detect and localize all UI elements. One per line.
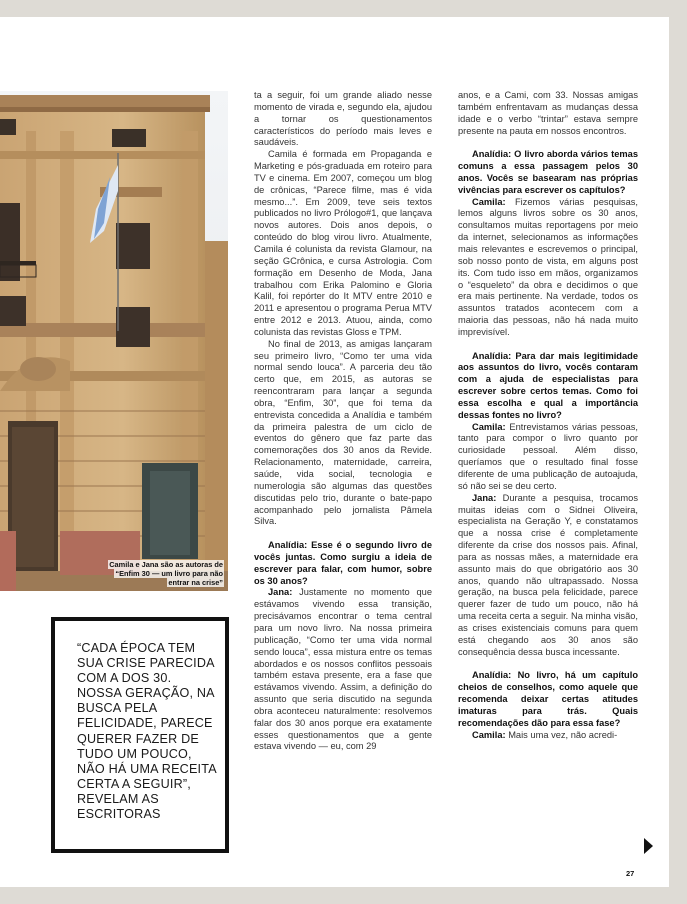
speaker-name: Jana:: [472, 492, 497, 503]
speaker-name: Jana:: [268, 587, 293, 598]
continue-arrow-icon: [644, 838, 653, 854]
interview-question: Analídia: Para dar mais legitimidade aos assuntos do livro, vocês contaram com a ajuda de especialistas para escrever sobre certos temas. Como foi essa escolha e qual a importância dessas fontes no livro?: [458, 350, 638, 420]
interview-question: Analídia: Esse é o segundo livro de vocês juntas. Como surgiu a ideia de escrever para falar, com humor, sobre os 30 anos?: [254, 540, 432, 586]
paragraph: No final de 2013, as amigas lançaram seu primeiro livro, “Como ter uma vida normal sendo louca”. A parceria deu tão certo que, em 2015, as autoras se reencontraram para lançar a segunda obra, “Enfim, 30”, que foi tema da entrevista concedida a Analídia e também da primeira palestra de um ciclo de eventos do gênero que faz parte das comemorações dos 30 anos da Revide. Relacionamento, maternidade, carreira, saúde, vida social, tecnologia e numerologia são algumas das questões discutidas pelo trio, durante o bate-papo acompanhado pelo jornalista Pâmela Silva.: [254, 338, 432, 527]
interview-answer: Camila: Entrevistamos várias pessoas, tanto para compor o livro quanto por curiosidade pessoal. Além disso, queríamos que o resultado final fosse diferente de uma publicação de autoajuda, só não sei se deu certo.: [458, 421, 638, 491]
building-photo: [0, 91, 228, 591]
speaker-name: Camila:: [472, 421, 506, 432]
interview-answer: Camila: Mais uma vez, não acredi-: [472, 729, 618, 740]
photo-caption: Camila e Jana são as autoras de “Enfim 30 — um livro para não entrar na crise”: [109, 560, 223, 587]
speaker-name: Camila:: [472, 196, 506, 207]
interview-question: Analídia: O livro aborda vários temas comuns a essa passagem pelos 30 anos. Vocês se basearam nas próprias vivências para escrever os capítulos?: [458, 149, 638, 195]
interview-answer: Jana: Durante a pesquisa, trocamos muitas ideias com o Sidnei Oliveira, especialista na Geração Y, e constatamos que a nossa crise é completamente diferente da crise dos nossos pais. Afinal, para as nossas mães, a maternidade era assunto mais do que obrigatório aos 30 anos, quando não ultrapassado. Nossa geração, na busca pela felicidade, parece querer fazer de tudo um pouco, não há uma receita certa a seguir. Na minha visão, as crises existenciais comuns para quem está chegando aos 30 anos são consequência dessa busca incessante.: [458, 492, 638, 657]
article-column-1: [254, 90, 432, 753]
interview-answer: Jana: Justamente no momento que estávamos vivendo essa transição, precisávamos encontrar o tema central para um novo livro. Na nossa primeira publicação, “Como ter uma vida normal sendo louca”, essa mistura entre os temas abordados e os nossos conflitos pessoais também estava presente, era a fase que estávamos vivendo. Assim, a definição do assunto que seria discutido na segunda obra aconteceu naturalmente: resolvemos falar dos 30 anos porque era exatamente esses questionamentos que a gente estava vivendo — eu, com 29: [254, 587, 432, 752]
pull-quote-box: [51, 617, 229, 853]
interview-answer: Camila: Fizemos várias pesquisas, lemos alguns livros sobre os 30 anos, consultamos muitas reportagens por meio da internet, selecionamos as informações mais relevantes e escrevemos o principal, sob nosso ponto de vista, em alguns post its. Com tudo isso em mãos, organizamos o “esqueleto” da obra e decidimos o que era mais pertinente. Na verdade, todos os assuntos tratados acontecem com a maioria das pessoas, não há nada muito imprevisível.: [458, 196, 638, 337]
interview-question: Analídia: No livro, há um capítulo cheios de conselhos, como aquele que recomenda deixar certas atitudes imaturas para trás. Quais recomendações dão para essa fase?: [458, 670, 638, 728]
pull-quote: “CADA ÉPOCA TEM SUA CRISE PARECIDA COM A DOS 30. NOSSA GERAÇÃO, NA BUSCA PELA FELICIDADE, PARECE QUERER FAZER DE TUDO UM POUCO, NÃO HÁ UMA RECEITA CERTA A SEGUIR”, REVELAM AS ESCRITORAS: [77, 641, 217, 822]
paragraph: anos, e a Cami, com 33. Nossas amigas também enfrentavam as mudanças dessa idade e o verbo “trintar” estava sempre presente na pauta em nossos encontros.: [458, 90, 638, 136]
paragraph: Camila é formada em Propaganda e Marketing e pós-graduada em roteiro para TV e cinema. Em 2007, começou um blog de crônicas, “Parece filme, mas é vida mesmo...”. Em 2009, teve seis textos publicados no livro Prólogo#1, que lançava novos autores. Dois anos depois, o conteúdo do blog virou livro. Atualmente, Camila é colunista da revista Glamour, na seção GCrônica, e cursa Astrologia. Com formação em Desenho de Moda, Jana trabalhou com Erika Palomino e Gloria Kalil, foi repórter do It MTV entre 2010 e 2011 e apresentou o programa Perua MTV entre 2012 e 2013. Atuou, ainda, como colunista das revistas Gloss e TPM.: [254, 149, 432, 337]
speaker-name: Camila:: [472, 729, 506, 740]
paragraph: ta a seguir, foi um grande aliado nesse momento de virada e, segundo ela, ajudou a tornar os questionamentos característicos do período mais leves e saudáveis.: [254, 90, 432, 148]
building-illustration: [0, 91, 228, 591]
page-number: 27: [626, 869, 635, 878]
article-column-2: [458, 90, 638, 741]
